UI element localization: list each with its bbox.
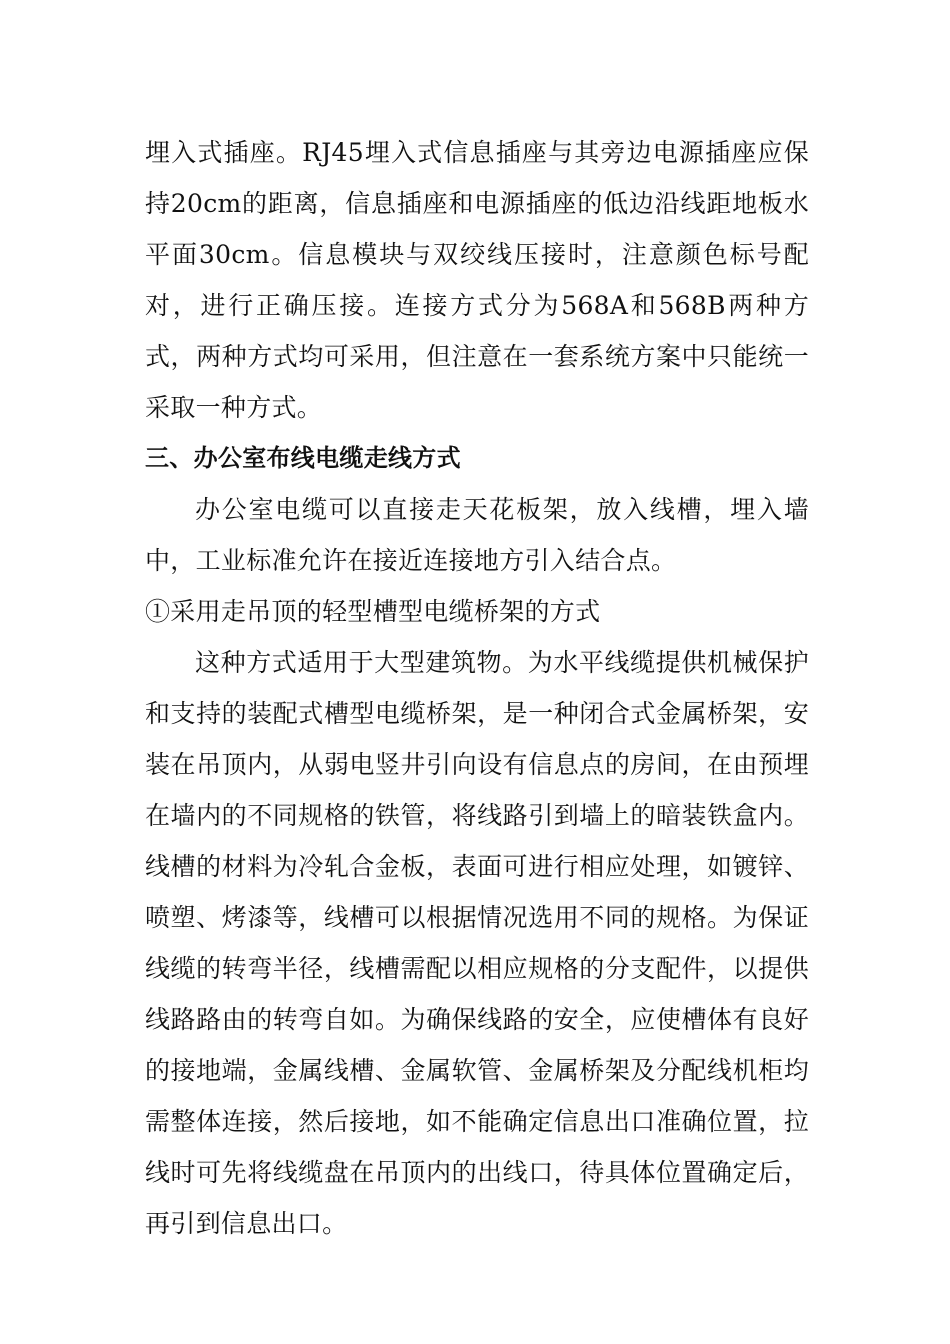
document-body <box>145 127 809 1249</box>
subsection-heading: ①采用走吊顶的轻型槽型电缆桥架的方式 <box>145 597 601 626</box>
paragraph-cable-routing-intro: 办公室电缆可以直接走天花板架，放入线槽，埋入墙中，工业标准允许在接近连接地方引入结合点。 <box>145 495 809 575</box>
section-heading: 三、办公室布线电缆走线方式 <box>145 444 461 472</box>
paragraph-cable-tray-method: 这种方式适用于大型建筑物。为水平线缆提供机械保护和支持的装配式槽型电缆桥架，是一种闭合式金属桥架，安装在吊顶内，从弱电竖井引向设有信息点的房间，在由预埋在墙内的不同规格的铁管，将线路引到墙上的暗装铁盒内。线槽的材料为冷轧合金板，表面可进行相应处理，如镀锌、喷塑、烤漆等，线槽可以根据情况选用不同的规格。为保证线缆的转弯半径，线槽需配以相应规格的分支配件，以提供线路路由的转弯自如。为确保线路的安全，应使槽体有良好的接地端，金属线槽、金属软管、金属桥架及分配线机柜均需整体连接，然后接地，如不能确定信息出口准确位置，拉线时可先将线缆盘在吊顶内的出线口，待具体位置确定后，再引到信息出口。 <box>145 648 809 1238</box>
paragraph-socket-installation: 埋入式插座。RJ45埋入式信息插座与其旁边电源插座应保持20cm的距离，信息插座和电源插座的低边沿线距地板水平面30cm。信息模块与双绞线压接时，注意颜色标号配对，进行正确压接。连接方式分为568A和568B两种方式，两种方式均可采用，但注意在一套系统方案中只能统一采取一种方式。 <box>145 138 809 422</box>
